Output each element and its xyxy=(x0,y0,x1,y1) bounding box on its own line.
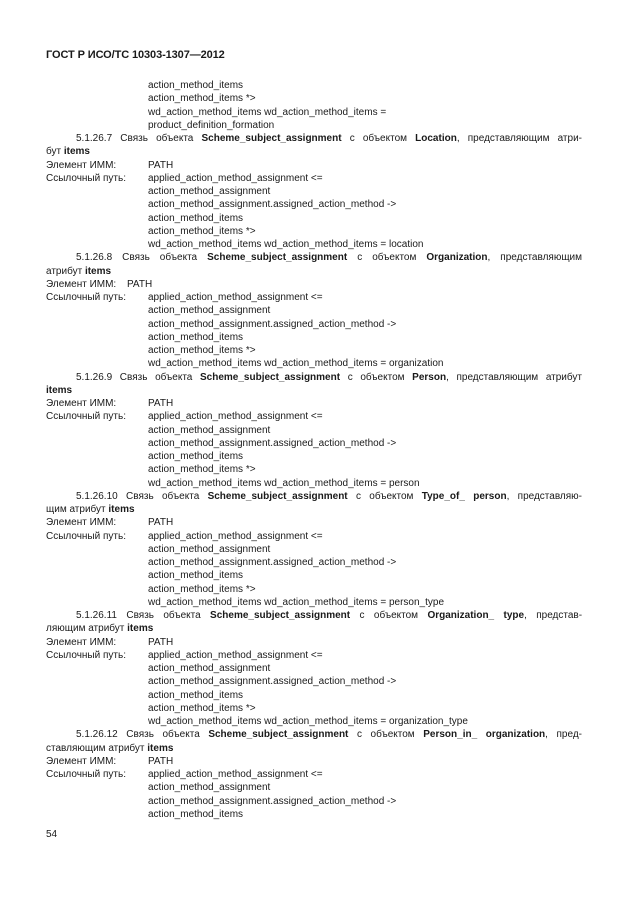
path-line: action_method_items xyxy=(148,331,244,343)
path-line: wd_action_method_items wd_action_method_items = organization xyxy=(148,358,444,370)
reference-path-row xyxy=(46,781,582,794)
path-line: action_method_assignment.assigned_action_method -> xyxy=(148,557,397,568)
section-heading-line xyxy=(46,609,582,622)
reference-path-row xyxy=(46,768,582,781)
path-line: applied_action_method_assignment <= xyxy=(148,172,323,184)
imm-element-row xyxy=(46,516,582,529)
attribute-name: items xyxy=(147,742,174,754)
section-number: 5.1.26.11 xyxy=(76,610,117,621)
imm-label: Элемент ИММ: xyxy=(46,755,117,767)
section-text: атрибут xyxy=(46,265,83,277)
imm-value: PATH xyxy=(127,278,153,290)
entity-name: Scheme_subject_assignment xyxy=(207,252,348,264)
path-line: action_method_items xyxy=(148,451,244,462)
imm-value: PATH xyxy=(148,636,174,648)
attribute-name: items xyxy=(84,265,112,277)
reference-path-label: Ссылочный путь: xyxy=(46,769,126,780)
section-text: Связь объекта xyxy=(119,371,193,383)
reference-path-row xyxy=(46,437,582,450)
reference-path-label: Ссылочный путь: xyxy=(46,649,126,661)
path-line: wd_action_method_items wd_action_method_items = person_type xyxy=(148,596,445,608)
document-body xyxy=(46,79,582,821)
path-line: action_method_assignment.assigned_action_method -> xyxy=(148,437,397,449)
target-entity-name: Location xyxy=(415,133,457,144)
reference-path-row xyxy=(46,463,582,476)
imm-label: Элемент ИММ: xyxy=(46,398,117,409)
reference-path-row xyxy=(46,450,582,463)
attribute-name: items xyxy=(127,623,154,635)
entity-name: Scheme_subject_assignment xyxy=(200,371,341,383)
path-line: action_method_assignment xyxy=(148,663,271,674)
section-5-1-26-8 xyxy=(46,251,582,370)
target-entity-name: Organization xyxy=(426,252,488,264)
section-text: Связь объекта xyxy=(126,610,201,621)
imm-label: Элемент ИММ: xyxy=(46,636,117,648)
path-line: action_method_assignment.assigned_action_method -> xyxy=(148,318,397,330)
path-line: action_method_items xyxy=(148,808,244,820)
path-line: action_method_assignment xyxy=(148,424,271,436)
entity-name: Scheme_subject_assignment xyxy=(210,610,351,621)
reference-path-row xyxy=(46,689,582,702)
page-number: 54 xyxy=(46,829,58,840)
reference-path-row xyxy=(46,424,582,437)
reference-path-row xyxy=(46,569,582,582)
reference-path-row xyxy=(46,331,582,344)
section-text: Связь объекта xyxy=(126,490,200,502)
section-text: , представляющим атри- xyxy=(456,133,582,144)
path-line: action_method_items *> xyxy=(148,464,256,476)
entity-name: Scheme_subject_assignment xyxy=(207,490,348,502)
section-text: , представ- xyxy=(524,610,583,621)
reference-path-row xyxy=(46,185,582,198)
imm-element-row xyxy=(46,636,582,649)
reference-path-row xyxy=(46,238,582,251)
section-text: щим атрибут xyxy=(46,504,106,515)
path-line: action_method_assignment.assigned_action_method -> xyxy=(148,199,397,211)
section-5-1-26-11 xyxy=(46,609,582,728)
reference-path-row xyxy=(46,357,582,370)
section-heading-line xyxy=(46,742,582,755)
section-heading-line xyxy=(46,490,582,503)
path-line: wd_action_method_items wd_action_method_items = xyxy=(148,106,387,118)
path-line: action_method_items *> xyxy=(148,583,256,595)
section-5-1-26-12 xyxy=(46,728,582,821)
reference-path-row xyxy=(46,477,582,490)
imm-element-row xyxy=(46,159,582,172)
reference-path-row xyxy=(46,649,582,662)
path-line: action_method_assignment xyxy=(148,305,271,317)
section-number: 5.1.26.9 xyxy=(76,371,113,383)
section-text: , пред- xyxy=(545,729,582,741)
reference-path-row xyxy=(46,808,582,821)
reference-path-row xyxy=(46,583,582,596)
path-line: wd_action_method_items wd_action_method_items = person xyxy=(148,477,420,489)
section-heading-line xyxy=(46,503,582,516)
attribute-name: items xyxy=(63,146,90,158)
path-line: product_definition_formation xyxy=(148,119,275,131)
path-line: wd_action_method_items wd_action_method_items = location xyxy=(148,239,424,250)
section-heading-line xyxy=(46,371,582,384)
reference-path-label: Ссылочный путь: xyxy=(46,411,126,423)
reference-path-row xyxy=(46,530,582,543)
imm-label: Элемент ИММ: xyxy=(46,278,117,290)
section-heading-line xyxy=(46,622,582,635)
reference-path-row xyxy=(46,596,582,609)
target-entity-name: Person xyxy=(412,371,447,383)
target-entity-name: Type_of_ person xyxy=(421,490,507,502)
path-line: action_method_assignment.assigned_action_method -> xyxy=(148,676,397,688)
reference-path-label: Ссылочный путь: xyxy=(46,172,126,184)
section-heading-line xyxy=(46,251,582,264)
reference-path-row xyxy=(46,225,582,238)
attribute-name: items xyxy=(46,384,73,396)
document-header: ГОСТ Р ИСО/ТС 10303-1307—2012 xyxy=(46,49,225,61)
reference-path-row xyxy=(46,556,582,569)
section-heading-line xyxy=(46,728,582,741)
section-text: с объектом xyxy=(356,729,415,741)
section-text: с объектом xyxy=(355,490,414,502)
imm-element-row xyxy=(46,755,582,768)
section-text: с объектом xyxy=(347,371,405,383)
reference-path-row xyxy=(46,410,582,423)
path-line: action_method_items xyxy=(148,570,244,582)
section-5-1-26-7 xyxy=(46,132,582,251)
attribute-name: items xyxy=(108,504,135,515)
reference-path-row xyxy=(46,304,582,317)
entity-name: Scheme_subject_assignment xyxy=(201,133,342,144)
reference-path-row xyxy=(46,198,582,211)
reference-path-row xyxy=(46,675,582,688)
section-text: с объектом xyxy=(357,252,417,264)
reference-path-row xyxy=(46,212,582,225)
section-text: с объектом xyxy=(349,133,408,144)
target-entity-name: Organization_ type xyxy=(427,610,525,621)
imm-label: Элемент ИММ: xyxy=(46,159,117,171)
imm-value: PATH xyxy=(148,159,174,171)
path-line: applied_action_method_assignment <= xyxy=(148,530,323,542)
section-text: Связь объекта xyxy=(120,133,194,144)
imm-element-row xyxy=(46,397,582,410)
path-line: action_method_items xyxy=(148,212,244,224)
section-heading-line xyxy=(46,145,582,158)
sections-list xyxy=(46,132,582,821)
reference-path-row xyxy=(46,344,582,357)
section-heading-line xyxy=(46,132,582,145)
path-line: applied_action_method_assignment <= xyxy=(148,292,323,303)
section-text: , представляющим xyxy=(487,252,583,264)
path-line: action_method_assignment xyxy=(148,782,271,794)
reference-path-row xyxy=(46,795,582,808)
imm-element-row xyxy=(46,278,582,291)
section-number: 5.1.26.7 xyxy=(76,133,113,144)
path-line: action_method_assignment.assigned_action_method -> xyxy=(148,795,397,807)
entity-name: Scheme_subject_assignment xyxy=(208,729,349,741)
imm-label: Элемент ИММ: xyxy=(46,517,117,529)
section-text: , представляющим атрибут xyxy=(446,371,582,383)
section-5-1-26-10 xyxy=(46,490,582,609)
section-text: с объектом xyxy=(359,610,419,621)
reference-path-row xyxy=(46,172,582,185)
imm-value: PATH xyxy=(148,398,174,409)
path-line: action_method_assignment xyxy=(148,186,271,197)
path-line: applied_action_method_assignment <= xyxy=(148,649,323,661)
section-heading-line xyxy=(46,384,582,397)
path-line: action_method_items xyxy=(148,80,244,91)
section-text: бут xyxy=(46,146,62,158)
target-entity-name: Person_in_ organization xyxy=(423,729,546,741)
path-line: action_method_items *> xyxy=(148,225,256,237)
path-line: applied_action_method_assignment <= xyxy=(148,769,323,780)
path-line: action_method_assignment xyxy=(148,543,271,555)
imm-value: PATH xyxy=(148,755,174,767)
section-number: 5.1.26.10 xyxy=(76,490,118,502)
section-text: ляющим атрибут xyxy=(46,623,125,635)
path-line: applied_action_method_assignment <= xyxy=(148,411,323,423)
section-text: ставляющим атрибут xyxy=(46,742,145,754)
reference-path-row xyxy=(46,291,582,304)
section-number: 5.1.26.12 xyxy=(76,729,118,741)
section-text: , представляю- xyxy=(506,490,582,502)
path-line: wd_action_method_items wd_action_method_items = organization_type xyxy=(148,716,468,727)
path-line: action_method_items *> xyxy=(148,345,256,356)
section-number: 5.1.26.8 xyxy=(76,252,113,264)
imm-value: PATH xyxy=(148,517,174,529)
section-text: Связь объекта xyxy=(126,729,200,741)
section-5-1-26-9 xyxy=(46,371,582,490)
path-line: action_method_items *> xyxy=(148,702,256,714)
reference-path-row xyxy=(46,702,582,715)
reference-path-row xyxy=(46,662,582,675)
path-line: action_method_items xyxy=(148,689,244,701)
path-line: action_method_items *> xyxy=(148,93,256,105)
reference-path-row xyxy=(46,715,582,728)
reference-path-row xyxy=(46,318,582,331)
section-heading-line xyxy=(46,265,582,278)
intro-path-block xyxy=(46,79,582,132)
section-text: Связь объекта xyxy=(122,252,198,264)
reference-path-label: Ссылочный путь: xyxy=(46,530,126,542)
reference-path-row xyxy=(46,543,582,556)
reference-path-label: Ссылочный путь: xyxy=(46,292,126,303)
